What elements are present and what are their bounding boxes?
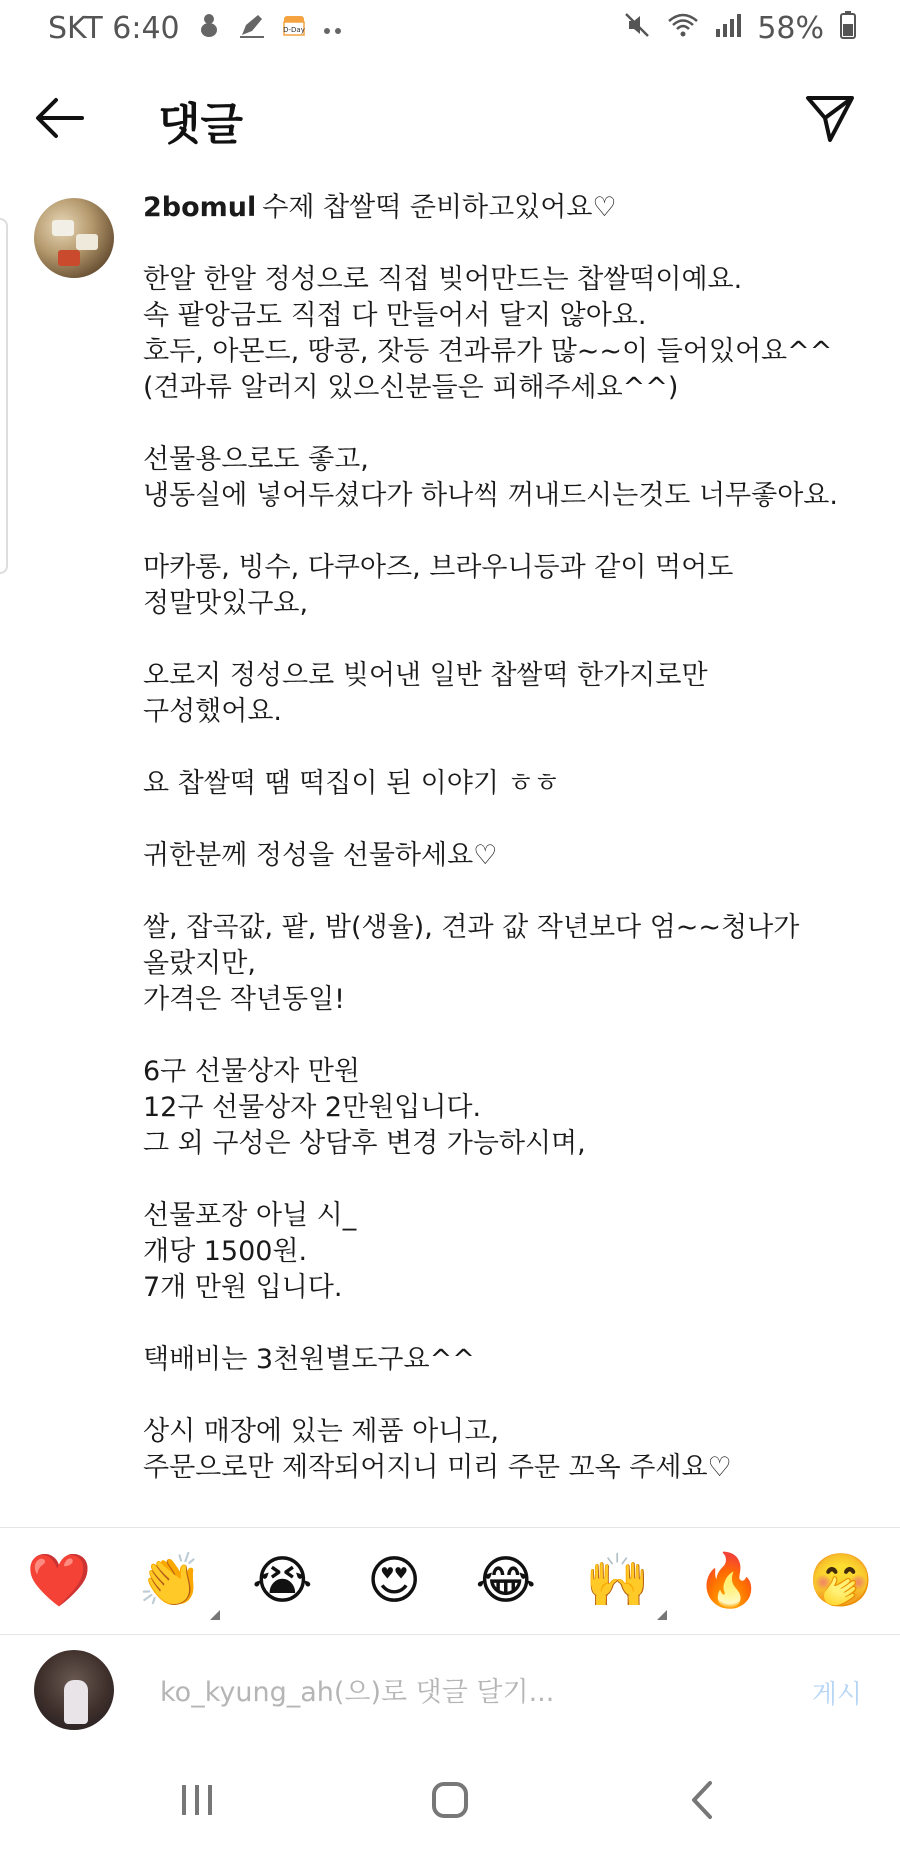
status-left xyxy=(48,11,344,46)
system-nav-bar xyxy=(0,1752,900,1850)
skin-tone-more-indicator xyxy=(657,1610,667,1620)
signal-icon xyxy=(715,13,741,44)
hand-over-mouth-face-icon: 🤭 xyxy=(808,1551,874,1611)
share-send-icon[interactable] xyxy=(804,92,856,144)
svg-text:D-Day: D-Day xyxy=(282,25,305,34)
crying-face-icon: 😭 xyxy=(252,1551,313,1611)
author-avatar[interactable] xyxy=(34,198,114,278)
emoji-crying-face-button[interactable] xyxy=(247,1546,317,1616)
emoji-clapping-hands-button[interactable] xyxy=(136,1546,206,1616)
pen-icon xyxy=(238,11,266,46)
comment-text: 수제 찹쌀떡 준비하고있어요♡ 한알 한알 정성으로 직접 빚어만드는 찹쌀떡이예요. 속 팥앙금도 직접 다 만들어서 달지 않아요. 호두, 아몬드, 땅콩, 잣등 견과류가 많~~이 들어있어요^^ (견과류 알러지 있으신분들은 피해주세요^^) 선물용으로도 좋고, 냉동실에 넣어두셨다가 하나씩 꺼내드시는것도 너무좋아요. 마카롱, 빙수, 다쿠아즈, 브라우니등과 같이 먹어도 정말맛있구요, 오로지 정성으로 빚어낸 일반 찹쌀떡 한가지로만 구성했어요. 요 찹쌀떡 땜 떡집이 된 이야기 ㅎㅎ 귀한분께 정성을 선물하세요♡ 쌀, 잡곡값, 팥, 밤(생율), 견과 값 작년보다 엄~~청나가 올랐지만, 가격은 작년동일! 6구 선물상자 만원 12구 선물상자 2만원입니다. 그 외 구성은 상담후 변경 가능하시며, 선물포장 아닐 시_ 개당 1500원. 7개 만원 입니다. 택배비는 3천원별도구요^^ 상시 매장에 있는 제품 아니고, 주문으로만 제작되어지니 미리 주문 꼬옥 주세요♡ xyxy=(143,192,838,1483)
header xyxy=(0,60,900,176)
home-icon[interactable] xyxy=(415,1770,485,1830)
post-button[interactable]: 게시 xyxy=(812,1674,862,1711)
more-dots-icon xyxy=(322,13,344,43)
emoji-heart-eyes-button[interactable] xyxy=(359,1546,429,1616)
battery-percent: 58% xyxy=(757,10,824,46)
status-bar xyxy=(0,0,900,56)
heart-eyes-face-icon: 😍 xyxy=(367,1551,422,1611)
status-right xyxy=(623,11,856,46)
fire-icon: 🔥 xyxy=(696,1551,762,1611)
tears-of-joy-face-icon: 😂 xyxy=(475,1551,537,1611)
emoji-fire-button[interactable] xyxy=(694,1546,764,1616)
emoji-raising-hands-button[interactable] xyxy=(583,1546,653,1616)
skin-tone-more-indicator xyxy=(210,1610,220,1620)
page-title: 댓글 xyxy=(158,99,244,150)
caption-comment xyxy=(0,190,900,1526)
emoji-tears-of-joy-button[interactable] xyxy=(471,1546,541,1616)
carrier-time: SKT 6:40 xyxy=(48,10,180,46)
wifi-icon xyxy=(667,12,699,45)
raising-hands-icon: 🙌 xyxy=(585,1551,650,1611)
back-nav-icon[interactable] xyxy=(668,1770,738,1830)
emoji-heart-button[interactable] xyxy=(24,1546,94,1616)
current-user-avatar xyxy=(34,1650,114,1730)
shield-bug-icon xyxy=(196,11,222,46)
clapping-hands-icon: 👏 xyxy=(138,1551,204,1611)
recent-apps-icon[interactable] xyxy=(162,1770,232,1830)
heart-icon: ❤️ xyxy=(26,1551,92,1611)
d-day-calendar-icon xyxy=(282,13,306,44)
emoji-quick-bar xyxy=(0,1527,900,1635)
emoji-hand-over-mouth-button[interactable] xyxy=(806,1546,876,1616)
mute-icon xyxy=(623,11,651,46)
comment-username[interactable]: 2bomul xyxy=(143,192,257,223)
comment-input[interactable] xyxy=(158,1666,782,1718)
battery-icon xyxy=(840,11,856,46)
back-arrow-icon[interactable] xyxy=(34,96,86,140)
comment-input-row xyxy=(0,1636,900,1748)
comment-body xyxy=(143,190,883,1486)
